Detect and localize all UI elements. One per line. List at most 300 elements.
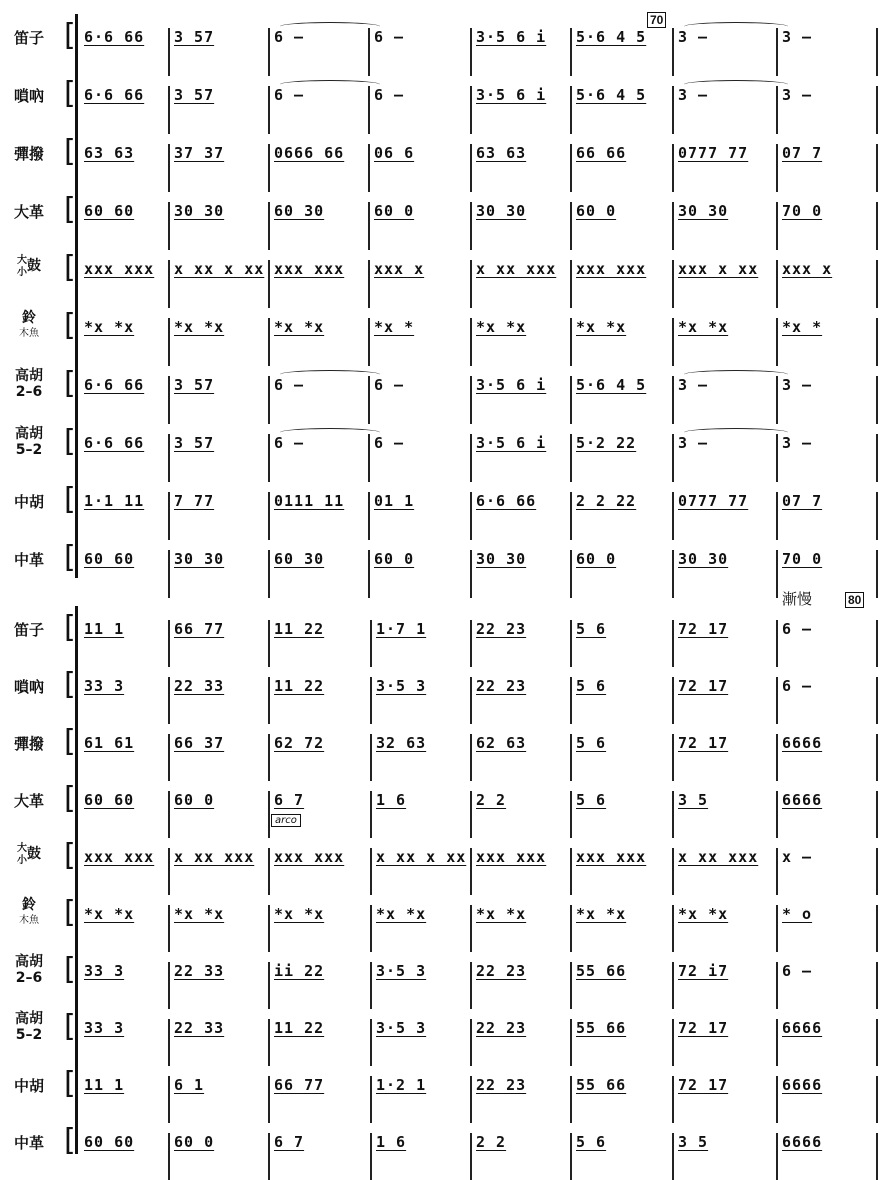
bar-line xyxy=(672,318,674,366)
bar-line xyxy=(876,905,878,952)
staff-row xyxy=(0,1119,882,1176)
tie-arc xyxy=(684,370,788,379)
measure-notation: 30 30 xyxy=(174,550,225,568)
measure-notation: xxx x xyxy=(374,260,425,278)
bar-line xyxy=(776,260,778,308)
measure-notation: x xx xxx xyxy=(174,848,255,866)
bar-line xyxy=(570,905,572,952)
measure-notation: 7 77 xyxy=(174,492,215,510)
instrument-label: 笛子 xyxy=(13,621,44,639)
measure-notation: 33 3 xyxy=(84,677,125,695)
measure-notation: 5 6 xyxy=(576,1133,607,1151)
bar-line xyxy=(672,144,674,192)
measure-notation: xxx xxx xyxy=(576,848,647,866)
measure-notation: 22 23 xyxy=(476,962,527,980)
bar-line xyxy=(776,202,778,250)
measure-notation: *x *x xyxy=(174,905,225,923)
bar-line xyxy=(570,202,572,250)
bar-line xyxy=(776,734,778,781)
bar-line xyxy=(672,1019,674,1066)
instrument-label: 嗩吶 xyxy=(13,678,44,696)
measure-notation: x xx x xx xyxy=(174,260,265,278)
bar-line xyxy=(570,1076,572,1123)
instrument-label: 高胡 5–2 xyxy=(15,1011,43,1043)
measure-notation: 3 5 xyxy=(678,1133,709,1151)
measure-notation: 6 7 xyxy=(274,1133,305,1151)
bar-line xyxy=(368,492,370,540)
measure-notation: 22 23 xyxy=(476,620,527,638)
measure-notation: *x *x xyxy=(84,318,135,336)
measure-notation: xxx xxx xyxy=(84,848,155,866)
bar-line xyxy=(268,202,270,250)
bar-line xyxy=(876,492,878,540)
bar-line xyxy=(370,848,372,895)
measure-notation: 3·5 3 xyxy=(376,1019,427,1037)
bar-line xyxy=(470,962,472,1009)
measure-notation: xxx x xyxy=(782,260,833,278)
staff-row xyxy=(0,1062,882,1119)
instrument-label: 嗩吶 xyxy=(13,87,44,105)
measure-notation: 22 33 xyxy=(174,1019,225,1037)
measure-notation: 3 57 xyxy=(174,434,215,452)
bar-line xyxy=(268,791,270,838)
measure-notation: 3 5 xyxy=(678,791,709,809)
staff-brace: [ xyxy=(64,76,76,111)
tie-arc xyxy=(684,428,788,437)
staff-brace: [ xyxy=(64,667,76,702)
staff-brace: [ xyxy=(64,838,76,873)
staff-brace: [ xyxy=(64,1123,76,1158)
bar-line xyxy=(570,144,572,192)
measure-notation: 70 0 xyxy=(782,202,823,220)
measure-notation: x xx xxx xyxy=(678,848,759,866)
measure-notation: *x *x xyxy=(576,318,627,336)
measure-notation: 60 0 xyxy=(374,202,415,220)
bar-line xyxy=(370,677,372,724)
bar-line xyxy=(570,962,572,1009)
bar-line xyxy=(672,848,674,895)
bar-line xyxy=(570,677,572,724)
tempo-marking: 漸慢 xyxy=(782,590,813,608)
bar-line xyxy=(168,202,170,250)
bar-line xyxy=(168,791,170,838)
measure-notation: 66 66 xyxy=(576,144,627,162)
measure-notation: 70 0 xyxy=(782,550,823,568)
bar-line xyxy=(570,376,572,424)
bar-line xyxy=(470,791,472,838)
bar-line xyxy=(672,734,674,781)
measure-notation: 6666 xyxy=(782,1133,823,1151)
measure-notation: 3 — xyxy=(782,86,813,104)
measure-notation: 30 30 xyxy=(678,202,729,220)
measure-notation: 22 23 xyxy=(476,677,527,695)
measure-notation: 60 60 xyxy=(84,791,135,809)
measure-notation: x xx x xx xyxy=(376,848,467,866)
measure-notation: 6 — xyxy=(374,86,405,104)
measure-notation: 60 0 xyxy=(174,791,215,809)
bar-line xyxy=(268,492,270,540)
measure-notation: 60 60 xyxy=(84,202,135,220)
bar-line xyxy=(570,434,572,482)
bar-line xyxy=(672,28,674,76)
measure-notation: 6 — xyxy=(274,86,305,104)
bar-line xyxy=(168,318,170,366)
measure-notation: 1·1 11 xyxy=(84,492,145,510)
measure-notation: 07 7 xyxy=(782,144,823,162)
measure-notation: *x *x xyxy=(476,905,527,923)
measure-notation: 6·6 66 xyxy=(84,28,145,46)
measure-notation: *x * xyxy=(374,318,415,336)
bar-line xyxy=(776,1076,778,1123)
staff-brace: [ xyxy=(64,895,76,930)
measure-notation: 66 77 xyxy=(274,1076,325,1094)
bar-line xyxy=(776,318,778,366)
measure-notation: *x *x xyxy=(678,318,729,336)
bar-line xyxy=(776,848,778,895)
bar-line xyxy=(168,434,170,482)
bar-line xyxy=(876,434,878,482)
bar-line xyxy=(570,318,572,366)
measure-notation: 5·6 4 5 xyxy=(576,376,647,394)
bar-line xyxy=(876,202,878,250)
measure-notation: xxx x xx xyxy=(678,260,759,278)
instrument-label: 中革 xyxy=(13,1134,44,1152)
staff-row xyxy=(0,891,882,948)
measure-notation: 30 30 xyxy=(174,202,225,220)
measure-notation: 3 — xyxy=(782,434,813,452)
bar-line xyxy=(168,492,170,540)
measure-notation: *x *x xyxy=(376,905,427,923)
measure-notation: 6 7 xyxy=(274,791,305,809)
bar-line xyxy=(876,677,878,724)
measure-notation: 66 77 xyxy=(174,620,225,638)
measure-notation: xxx xxx xyxy=(274,848,345,866)
measure-notation: 22 33 xyxy=(174,962,225,980)
measure-notation: 32 63 xyxy=(376,734,427,752)
measure-notation: 66 37 xyxy=(174,734,225,752)
measure-notation: *x *x xyxy=(576,905,627,923)
bar-line xyxy=(470,260,472,308)
measure-notation: 3·5 3 xyxy=(376,962,427,980)
measure-notation: 3 — xyxy=(678,86,709,104)
measure-notation: 60 30 xyxy=(274,550,325,568)
staff-brace: [ xyxy=(64,952,76,987)
staff-brace: [ xyxy=(64,1009,76,1044)
measure-notation: 2 2 22 xyxy=(576,492,637,510)
measure-notation: 30 30 xyxy=(476,550,527,568)
measure-notation: 37 37 xyxy=(174,144,225,162)
measure-notation: 72 17 xyxy=(678,734,729,752)
measure-notation: * o xyxy=(782,905,813,923)
bar-line xyxy=(470,620,472,667)
bar-line xyxy=(470,848,472,895)
bar-line xyxy=(470,86,472,134)
measure-notation: 5·2 22 xyxy=(576,434,637,452)
bar-line xyxy=(368,144,370,192)
bar-line xyxy=(470,1019,472,1066)
bar-line xyxy=(776,492,778,540)
bar-line xyxy=(876,144,878,192)
bar-line xyxy=(268,376,270,424)
bar-line xyxy=(368,86,370,134)
measure-notation: 3 57 xyxy=(174,376,215,394)
measure-notation: 6 — xyxy=(374,28,405,46)
bar-line xyxy=(672,260,674,308)
bar-line xyxy=(470,144,472,192)
measure-notation: 3 — xyxy=(678,28,709,46)
measure-notation: xxx xxx xyxy=(576,260,647,278)
measure-notation: 11 22 xyxy=(274,677,325,695)
staff-row xyxy=(0,1005,882,1062)
bar-line xyxy=(370,791,372,838)
bar-line xyxy=(672,86,674,134)
measure-notation: 0777 77 xyxy=(678,144,749,162)
measure-notation: 33 3 xyxy=(84,962,125,980)
measure-notation: 11 22 xyxy=(274,1019,325,1037)
bar-line xyxy=(570,86,572,134)
bar-line xyxy=(876,376,878,424)
measure-notation: 3·5 6 i xyxy=(476,434,547,452)
bar-line xyxy=(876,620,878,667)
measure-notation: 63 63 xyxy=(84,144,135,162)
measure-notation: 72 17 xyxy=(678,677,729,695)
staff-brace: [ xyxy=(64,610,76,645)
measure-notation: 60 0 xyxy=(174,1133,215,1151)
measure-notation: 30 30 xyxy=(476,202,527,220)
bar-line xyxy=(672,1076,674,1123)
staff-row xyxy=(0,777,882,834)
measure-notation: *x *x xyxy=(678,905,729,923)
instrument-label: 鈴 木魚 xyxy=(19,310,39,339)
bar-line xyxy=(672,434,674,482)
staff-row xyxy=(0,72,882,130)
measure-notation: 6666 xyxy=(782,791,823,809)
staff-row xyxy=(0,130,882,188)
measure-notation: 5 6 xyxy=(576,791,607,809)
measure-notation: 01 1 xyxy=(374,492,415,510)
bar-line xyxy=(268,434,270,482)
rehearsal-mark-80: 80 xyxy=(845,592,864,608)
bar-line xyxy=(268,734,270,781)
staff-row xyxy=(0,536,882,594)
bar-line xyxy=(776,144,778,192)
bar-line xyxy=(168,144,170,192)
measure-notation: 60 0 xyxy=(374,550,415,568)
bar-line xyxy=(876,791,878,838)
bar-line xyxy=(368,202,370,250)
measure-notation: 6 — xyxy=(274,434,305,452)
measure-notation: 30 30 xyxy=(678,550,729,568)
measure-notation: 6·6 66 xyxy=(84,434,145,452)
bar-line xyxy=(672,791,674,838)
measure-notation: 60 30 xyxy=(274,202,325,220)
bar-line xyxy=(776,677,778,724)
bar-line xyxy=(470,28,472,76)
measure-notation: *x *x xyxy=(84,905,135,923)
bar-line xyxy=(168,376,170,424)
bar-line xyxy=(570,260,572,308)
measure-notation: 3 — xyxy=(782,376,813,394)
tie-arc xyxy=(280,370,380,379)
bar-line xyxy=(370,905,372,952)
bar-line xyxy=(876,86,878,134)
score-system-2 xyxy=(0,588,882,1157)
bar-line xyxy=(470,734,472,781)
measure-notation: 5 6 xyxy=(576,677,607,695)
bar-line xyxy=(370,1019,372,1066)
bar-line xyxy=(672,905,674,952)
measure-notation: 5·6 4 5 xyxy=(576,86,647,104)
measure-notation: 0111 11 xyxy=(274,492,345,510)
bar-line xyxy=(570,28,572,76)
staff-row xyxy=(0,14,882,72)
bar-line xyxy=(570,791,572,838)
bar-line xyxy=(672,202,674,250)
measure-notation: 1 6 xyxy=(376,791,407,809)
bar-line xyxy=(672,620,674,667)
measure-notation: *x *x xyxy=(476,318,527,336)
measure-notation: 5 6 xyxy=(576,734,607,752)
measure-notation: 33 3 xyxy=(84,1019,125,1037)
bar-line xyxy=(470,677,472,724)
measure-notation: 3 — xyxy=(678,376,709,394)
bar-line xyxy=(268,28,270,76)
bar-line xyxy=(168,620,170,667)
tie-arc xyxy=(684,80,788,89)
bar-line xyxy=(776,28,778,76)
bar-line xyxy=(570,734,572,781)
measure-notation: 72 17 xyxy=(678,620,729,638)
staff-row xyxy=(0,948,882,1005)
measure-notation: 55 66 xyxy=(576,1076,627,1094)
measure-notation: 11 1 xyxy=(84,620,125,638)
bar-line xyxy=(168,1076,170,1123)
staff-row xyxy=(0,188,882,246)
bar-line xyxy=(168,677,170,724)
bar-line xyxy=(368,376,370,424)
staff-brace: [ xyxy=(64,134,76,169)
measure-notation: 07 7 xyxy=(782,492,823,510)
instrument-label: 高胡 5–2 xyxy=(15,426,43,458)
measure-notation: 6 — xyxy=(274,28,305,46)
tie-arc xyxy=(280,428,380,437)
measure-notation: 3·5 3 xyxy=(376,677,427,695)
measure-notation: 61 61 xyxy=(84,734,135,752)
instrument-label: 大革 xyxy=(13,203,44,221)
instrument-label: 中胡 xyxy=(13,493,44,511)
measure-notation: *x * xyxy=(782,318,823,336)
measure-notation: 0666 66 xyxy=(274,144,345,162)
bar-line xyxy=(368,260,370,308)
instrument-label: 高胡 2–6 xyxy=(15,954,43,986)
staff-row xyxy=(0,834,882,891)
bar-line xyxy=(168,1019,170,1066)
instrument-label: 鈴 木魚 xyxy=(19,897,39,926)
bar-line xyxy=(370,620,372,667)
staff-row xyxy=(0,606,882,663)
staff-brace: [ xyxy=(64,18,76,53)
instrument-label: 大 小鼓 xyxy=(17,255,41,278)
measure-notation: 06 6 xyxy=(374,144,415,162)
bar-line xyxy=(776,905,778,952)
measure-notation: 72 17 xyxy=(678,1076,729,1094)
staff-row xyxy=(0,720,882,777)
measure-notation: 6 — xyxy=(374,376,405,394)
bar-line xyxy=(876,1019,878,1066)
measure-notation: 22 23 xyxy=(476,1019,527,1037)
bar-line xyxy=(672,677,674,724)
measure-notation: 3·5 6 i xyxy=(476,376,547,394)
bar-line xyxy=(876,1076,878,1123)
bar-line xyxy=(876,318,878,366)
bar-line xyxy=(268,677,270,724)
staff-brace: [ xyxy=(64,424,76,459)
bar-line xyxy=(776,620,778,667)
bar-line xyxy=(168,734,170,781)
staff-brace: [ xyxy=(64,1066,76,1101)
measure-notation: 6666 xyxy=(782,1019,823,1037)
instrument-label: 中革 xyxy=(13,551,44,569)
staff-brace: [ xyxy=(64,781,76,816)
bar-line xyxy=(168,905,170,952)
measure-notation: 6·6 66 xyxy=(476,492,537,510)
arco-marking: arco xyxy=(271,814,301,827)
measure-notation: 3 57 xyxy=(174,28,215,46)
measure-notation: 6·6 66 xyxy=(84,86,145,104)
bar-line xyxy=(268,905,270,952)
bar-line xyxy=(470,434,472,482)
bar-line xyxy=(776,962,778,1009)
measure-notation: x — xyxy=(782,848,813,866)
staff-brace: [ xyxy=(64,724,76,759)
bar-line xyxy=(470,202,472,250)
instrument-label: 高胡 2–6 xyxy=(15,368,43,400)
bar-line xyxy=(776,376,778,424)
bar-line xyxy=(776,1019,778,1066)
measure-notation: 6 — xyxy=(782,620,813,638)
measure-notation: 62 63 xyxy=(476,734,527,752)
staff-brace: [ xyxy=(64,250,76,285)
measure-notation: 1·2 1 xyxy=(376,1076,427,1094)
measure-notation: 60 60 xyxy=(84,550,135,568)
bar-line xyxy=(570,848,572,895)
bar-line xyxy=(368,28,370,76)
bar-line xyxy=(876,734,878,781)
measure-notation: *x *x xyxy=(274,905,325,923)
staff-row xyxy=(0,246,882,304)
measure-notation: 11 1 xyxy=(84,1076,125,1094)
measure-notation: 6·6 66 xyxy=(84,376,145,394)
measure-notation: 60 60 xyxy=(84,1133,135,1151)
bar-line xyxy=(268,620,270,667)
measure-notation: 5·6 4 5 xyxy=(576,28,647,46)
measure-notation: 6 — xyxy=(782,962,813,980)
staff-row xyxy=(0,663,882,720)
tie-arc xyxy=(684,22,788,31)
measure-notation: 22 23 xyxy=(476,1076,527,1094)
measure-notation: 3 57 xyxy=(174,86,215,104)
bar-line xyxy=(268,144,270,192)
measure-notation: 3 — xyxy=(678,434,709,452)
measure-notation: 6 1 xyxy=(174,1076,205,1094)
bar-line xyxy=(268,86,270,134)
measure-notation: 3·5 6 i xyxy=(476,86,547,104)
staff-brace: [ xyxy=(64,540,76,575)
measure-notation: 55 66 xyxy=(576,962,627,980)
measure-notation: 72 17 xyxy=(678,1019,729,1037)
staff-brace: [ xyxy=(64,482,76,517)
score-system-1 xyxy=(0,0,882,580)
